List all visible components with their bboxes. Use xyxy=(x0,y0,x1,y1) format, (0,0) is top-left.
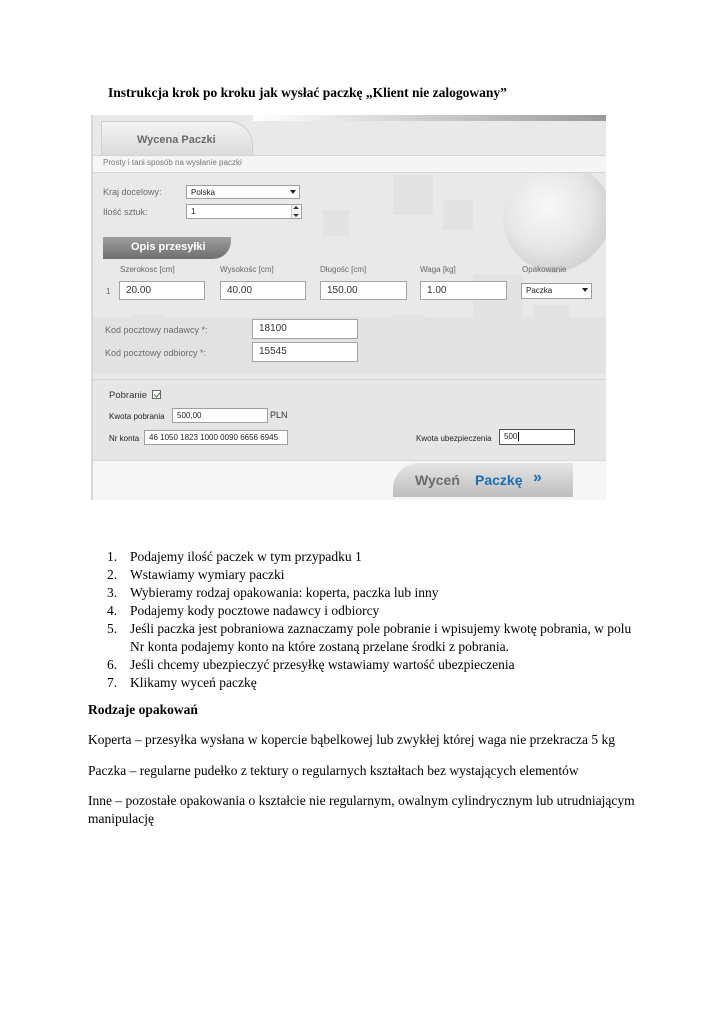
step-text: Wybieramy rodzaj opakowania: koperta, paczka lub inny xyxy=(130,585,439,600)
step-text: Jeśli chcemy ubezpieczyć przesyłkę wstawiamy wartość ubezpieczenia xyxy=(130,657,515,672)
step-number: 3. xyxy=(107,585,118,600)
quantity-label: Ilość sztuk: xyxy=(103,207,148,217)
country-value: Polska xyxy=(191,188,216,197)
steps-list xyxy=(88,548,648,692)
button-word-2: Paczkę xyxy=(475,472,523,488)
weight-input[interactable]: 1.00 xyxy=(420,281,507,300)
step-text: Wstawiamy wymiary paczki xyxy=(130,567,285,582)
currency-label: PLN xyxy=(270,410,288,420)
list-item xyxy=(88,620,648,656)
length-header: Długośc [cm] xyxy=(320,265,367,274)
cod-section xyxy=(93,379,606,460)
list-item xyxy=(88,602,648,620)
account-input[interactable]: 46 1050 1823 1000 0090 6656 6945 xyxy=(144,430,288,445)
button-bar xyxy=(93,460,606,500)
sender-zip-input[interactable]: 18100 xyxy=(252,319,358,339)
background-square xyxy=(393,175,433,215)
list-item xyxy=(88,584,648,602)
cod-checkbox[interactable] xyxy=(152,390,161,399)
sender-zip-label: Kod pocztowy nadawcy *: xyxy=(105,325,208,335)
insurance-label: Kwota ubezpieczenia xyxy=(416,434,492,443)
section-tab-label: Opis przesyłki xyxy=(131,241,206,253)
country-select[interactable] xyxy=(186,185,300,199)
cod-label: Pobranie xyxy=(109,390,148,401)
step-number: 5. xyxy=(107,621,118,636)
chevron-down-icon xyxy=(290,190,296,194)
country-label: Kraj docelowy: xyxy=(103,187,162,197)
header-line xyxy=(253,115,606,121)
width-header: Szerokosc [cm] xyxy=(120,265,175,274)
width-input[interactable]: 20.00 xyxy=(119,281,205,300)
globe-graphic xyxy=(503,163,606,273)
section-tab xyxy=(103,237,231,259)
quote-package-button[interactable] xyxy=(393,463,573,497)
double-chevron-right-icon: » xyxy=(533,469,538,486)
cod-amount-label: Kwota pobrania xyxy=(109,412,165,421)
height-input[interactable]: 40.00 xyxy=(220,281,306,300)
list-item xyxy=(88,674,648,692)
insurance-value: 500 xyxy=(504,432,518,441)
step-text: Podajemy ilość paczek w tym przypadku 1 xyxy=(130,549,362,564)
packaging-header: Opakowanie xyxy=(522,265,567,274)
packaging-value: Paczka xyxy=(526,286,553,295)
row-index: 1 xyxy=(106,287,111,296)
paragraph-paczka: Paczka – regularne pudełko z tektury o regularnych kształtach bez wystających elementów xyxy=(88,763,579,778)
receiver-zip-label: Kod pocztowy odbiorcy *: xyxy=(105,348,207,358)
cod-amount-input[interactable]: 500,00 xyxy=(172,408,268,423)
step-text: Podajemy kody pocztowe nadawcy i odbiorcy xyxy=(130,603,380,618)
package-quote-screenshot xyxy=(91,115,606,500)
panel-tab xyxy=(101,121,253,158)
quantity-stepper[interactable] xyxy=(186,204,302,219)
length-input[interactable]: 150.00 xyxy=(320,281,407,300)
weight-header: Waga [kg] xyxy=(420,265,456,274)
panel-title: Wycena Paczki xyxy=(137,134,216,146)
panel-subtitle: Prosty i tani sposób na wysłanie paczki xyxy=(103,158,242,167)
subtitle-bar xyxy=(93,155,606,173)
section-heading: Rodzaje opakowań xyxy=(88,702,198,717)
step-number: 6. xyxy=(107,657,118,672)
receiver-zip-input[interactable]: 15545 xyxy=(252,342,358,362)
packaging-select[interactable] xyxy=(521,283,592,299)
spinner-icon[interactable] xyxy=(291,205,300,218)
step-number: 2. xyxy=(107,567,118,582)
step-number: 7. xyxy=(107,675,118,690)
list-item xyxy=(88,656,648,674)
background-square xyxy=(443,200,473,230)
account-label: Nr konta xyxy=(109,434,140,443)
step-text: Klikamy wyceń paczkę xyxy=(130,675,257,690)
chevron-down-icon xyxy=(582,288,588,292)
height-header: Wysokośc [cm] xyxy=(220,265,274,274)
button-word-1: Wyceń xyxy=(415,472,460,488)
quantity-value: 1 xyxy=(191,207,196,216)
text-cursor xyxy=(518,432,519,441)
step-text: Jeśli paczka jest pobraniowa zaznaczamy pole pobranie i wpisujemy kwotę pobrania, w polu Nr konta podajemy konto na które zostaną przelane środki z pobrania. xyxy=(130,621,632,654)
step-number: 1. xyxy=(107,549,118,564)
step-number: 4. xyxy=(107,603,118,618)
insurance-input[interactable] xyxy=(499,429,575,445)
paragraph-koperta: Koperta – przesyłka wysłana w kopercie bąbelkowej lub zwykłej której waga nie przekracza 5 kg xyxy=(88,732,616,747)
list-item xyxy=(88,548,648,566)
paragraph-inne: Inne – pozostałe opakowania o kształcie nie regularnym, owalnym cylindrycznym lub utrudniającym manipulację xyxy=(88,793,635,826)
background-square xyxy=(323,210,349,236)
document-title: Instrukcja krok po kroku jak wysłać paczkę „Klient nie zalogowany” xyxy=(108,85,507,100)
list-item xyxy=(88,566,648,584)
